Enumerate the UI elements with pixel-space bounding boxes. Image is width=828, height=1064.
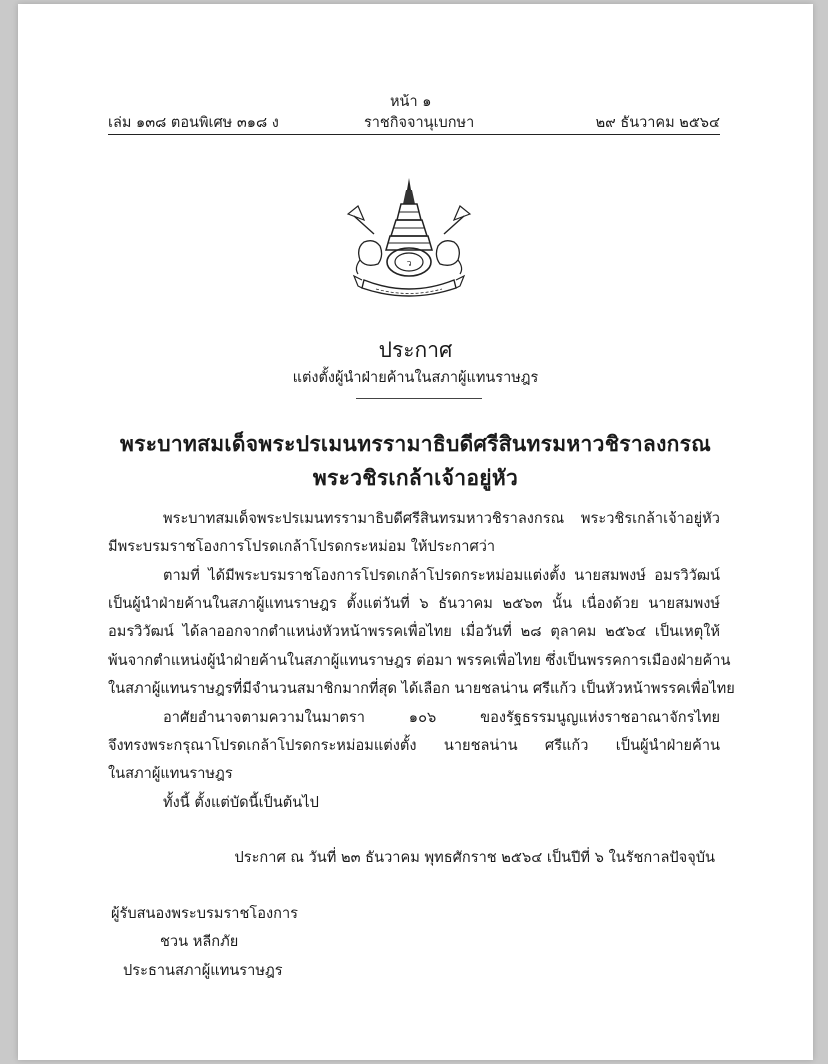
issue-date: ๒๙ ธันวาคม ๒๕๖๔	[595, 115, 720, 131]
announcement-title: ประกาศ	[378, 338, 453, 362]
volume-label: เล่ม ๑๓๘ ตอนพิเศษ ๓๑๘ ง	[108, 115, 279, 131]
paragraph-3-line-2: จึงทรงพระกรุณาโปรดเกล้าโปรดกระหม่อมแต่งตั้ง นายชลน่าน ศรีแก้ว เป็นผู้นำฝ่ายค้าน	[108, 737, 720, 754]
svg-text:ว: ว	[406, 259, 412, 269]
paragraph-1-line-1: พระบาทสมเด็จพระปรเมนทรรามาธิบดีศรีสินทรมหาวชิราลงกรณ พระวชิรเกล้าเจ้าอยู่หัว	[163, 510, 720, 527]
paragraph-2-line-1: ตามที่ ได้มีพระบรมราชโองการโปรดเกล้าโปรดกระหม่อมแต่งตั้ง นายสมพงษ์ อมรวิวัฒน์	[163, 567, 720, 584]
gazette-name: ราชกิจจานุเบกษา	[364, 115, 475, 131]
paragraph-2-line-5: ในสภาผู้แทนราษฎรที่มีจำนวนสมาชิกมากที่สุด ได้เลือก นายชลน่าน ศรีแก้ว เป็นหัวหน้าพรรคเพื่อไทย	[108, 680, 735, 697]
paragraph-3-line-1: อาศัยอำนาจตามความในมาตรา ๑๐๖ ของรัฐธรรมนูญแห่งราชอาณาจักรไทย	[163, 709, 720, 726]
header-divider	[108, 134, 720, 135]
king-name-line-2: พระวชิรเกล้าเจ้าอยู่หัว	[312, 465, 519, 490]
paragraph-2-line-4: พ้นจากตำแหน่งผู้นำฝ่ายค้านในสภาผู้แทนราษฎร ต่อมา พรรคเพื่อไทย ซึ่งเป็นพรรคการเมืองฝ่ายค้าน	[108, 652, 731, 669]
paragraph-1-line-2: มีพระบรมราชโองการโปรดเกล้าโปรดกระหม่อม ให้ประกาศว่า	[108, 538, 496, 555]
announcement-subtitle: แต่งตั้งผู้นำฝ่ายค้านในสภาผู้แทนราษฎร	[292, 370, 539, 386]
paragraph-4-line-1: ทั้งนี้ ตั้งแต่บัดนี้เป็นต้นไป	[163, 794, 319, 811]
title-divider	[356, 398, 482, 399]
gazette-page	[18, 4, 813, 1060]
paragraph-3-line-3: ในสภาผู้แทนราษฎร	[108, 765, 233, 782]
countersign-label: ผู้รับสนองพระบรมราชโองการ	[111, 905, 298, 922]
royal-seal-icon	[334, 176, 484, 301]
paragraph-2-line-3: อมรวิวัฒน์ ได้ลาออกจากตำแหน่งหัวหน้าพรรคเพื่อไทย เมื่อวันที่ ๒๘ ตุลาคม ๒๕๖๔ เป็นเหตุให้	[108, 623, 720, 640]
signatory-position: ประธานสภาผู้แทนราษฎร	[123, 962, 283, 979]
paragraph-2-line-2: เป็นผู้นำฝ่ายค้านในสภาผู้แทนราษฎร ตั้งแต่วันที่ ๖ ธันวาคม ๒๕๖๓ นั้น เนื่องด้วย นายสมพงษ์	[108, 595, 720, 612]
king-name-line-1: พระบาทสมเด็จพระปรเมนทรรามาธิบดีศรีสินทรมหาวชิราลงกรณ	[119, 431, 712, 456]
proclamation-date: ประกาศ ณ วันที่ ๒๓ ธันวาคม พุทธศักราช ๒๕๖๔ เป็นปีที่ ๖ ในรัชกาลปัจจุบัน	[234, 849, 715, 866]
signatory-name: ชวน หลีกภัย	[160, 933, 239, 950]
page-number: หน้า ๑	[390, 94, 432, 110]
